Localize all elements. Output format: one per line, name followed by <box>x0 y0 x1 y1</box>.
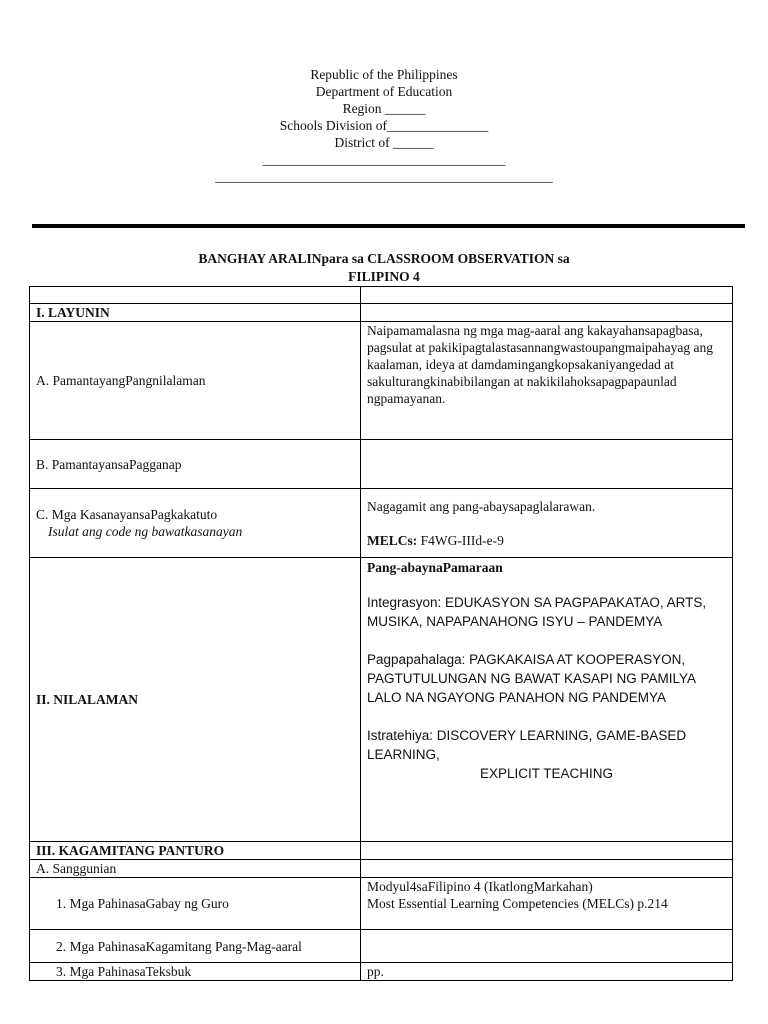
title-line-1: BANGHAY ARALINpara sa CLASSROOM OBSERVATION sa <box>198 251 570 266</box>
spacer <box>367 631 726 650</box>
spacer <box>367 576 726 593</box>
table-cell-empty <box>361 930 733 963</box>
teksbuk-value: pp. <box>361 963 733 981</box>
explicit-teaching-text: EXPLICIT TEACHING <box>479 766 614 781</box>
table-cell-empty <box>361 304 733 322</box>
table-row <box>30 878 733 930</box>
spacer <box>367 515 726 532</box>
kasanayan-value-cell <box>361 489 733 558</box>
istratehiya-text: Istratehiya: DISCOVERY LEARNING, GAME-BASED LEARNING, <box>367 728 687 762</box>
table-row <box>30 322 733 440</box>
table-row <box>30 930 733 963</box>
sanggunian-label: A. Sanggunian <box>30 860 361 878</box>
title-line-2: FILIPINO 4 <box>348 269 420 284</box>
kasanayan-cell <box>30 489 361 558</box>
header-division: Schools Division of_______________ <box>279 118 489 133</box>
document-title <box>0 250 768 286</box>
table-row <box>30 489 733 558</box>
table-row <box>30 558 733 842</box>
table-row <box>30 304 733 322</box>
lesson-plan-table <box>29 286 733 981</box>
integrasyon-text: Integrasyon: EDUKASYON SA PAGPAPAKATAO, ARTS, MUSIKA, NAPAPANAHONG ISYU – PANDEMYA <box>367 595 707 629</box>
nilalaman-content <box>361 558 733 842</box>
section-nilalaman: II. NILALAMAN <box>30 558 361 842</box>
section-layunin: I. LAYUNIN <box>30 304 361 322</box>
header-district: District of ______ <box>334 135 434 150</box>
table-row <box>30 440 733 489</box>
spacer <box>367 707 726 726</box>
table-cell-empty <box>30 287 361 304</box>
header-blank-line-2: __________________________________________________ <box>215 169 553 184</box>
table-cell-empty <box>361 860 733 878</box>
table-row <box>30 287 733 304</box>
header-republic: Republic of the Philippines <box>310 67 458 82</box>
pamantayang-pangnilalaman-label: A. PamantayangPangnilalaman <box>30 322 361 440</box>
table-cell-empty <box>361 842 733 860</box>
teksbuk-label: 3. Mga PahinasaTeksbuk <box>56 964 192 979</box>
gabay-guro-label: 1. Mga PahinasaGabay ng Guro <box>56 896 229 911</box>
melcs-line <box>367 532 726 549</box>
table-row <box>30 860 733 878</box>
kagamitang-mag-aaral-cell <box>30 930 361 963</box>
teksbuk-cell <box>30 963 361 981</box>
header-department: Department of Education <box>315 84 453 99</box>
melcs-code: F4WG-IIId-e-9 <box>417 532 504 548</box>
nilalaman-title: Pang-abaynaPamaraan <box>367 560 503 575</box>
table-cell-empty <box>361 287 733 304</box>
header-divider <box>32 224 745 228</box>
table-row <box>30 963 733 981</box>
document-header <box>0 66 768 185</box>
pamantayan-sa-pagganap-label: B. PamantayansaPagganap <box>30 440 361 489</box>
header-region: Region ______ <box>342 101 426 116</box>
modyul-text: Modyul4saFilipino 4 (IkatlongMarkahan) <box>367 879 593 894</box>
table-cell-empty <box>361 440 733 489</box>
gabay-guro-cell <box>30 878 361 930</box>
kasanayan-instruction: Isulat ang code ng bawatkasanayan <box>48 524 243 539</box>
table-row <box>30 842 733 860</box>
melcs-reference-text: Most Essential Learning Competencies (MELCs) p.214 <box>367 896 668 911</box>
kagamitang-mag-aaral-label: 2. Mga PahinasaKagamitang Pang-Mag-aaral <box>56 938 302 954</box>
melcs-label: MELCs: <box>367 532 418 548</box>
header-blank-line-1: ____________________________________ <box>262 152 506 167</box>
kasanayan-label: C. Mga KasanayansaPagkakatuto <box>36 507 218 522</box>
gabay-guro-value <box>361 878 733 930</box>
section-kagamitang-panturo: III. KAGAMITANG PANTURO <box>30 842 361 860</box>
kasanayan-value: Nagagamit ang pang-abaysapaglalarawan. <box>367 498 596 514</box>
pagpapahalaga-text: Pagpapahalaga: PAGKAKAISA AT KOOPERASYON, PAGTUTULUNGAN NG BAWAT KASAPI NG PAMILYA LALO NA NGAYONG PANAHON NG PANDEMYA <box>367 652 696 705</box>
pamantayang-pangnilalaman-value: Naipamamalasna ng mga mag-aaral ang kakayahansapagbasa, pagsulat at pakikipagtalastasannangwastoupangmaipahayag ang kaalaman, ideya at damdamingangkopsakaniyangedad at sakulturangkinabibilangan at nakikilahoksapagpapaunlad ngpamayanan. <box>361 322 733 440</box>
